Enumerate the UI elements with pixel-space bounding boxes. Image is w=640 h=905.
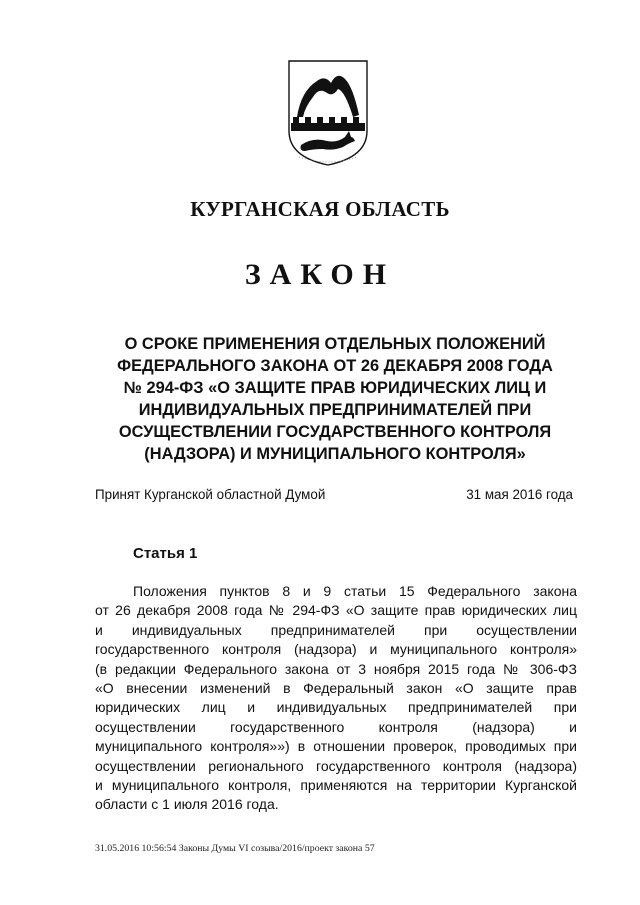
adopted-by: Принят Курганской областной Думой (95, 487, 326, 502)
article-body (95, 582, 577, 815)
article-heading: Статья 1 (133, 545, 198, 562)
body-line: муниципального контроля»») в отношении проверок, проводимых при (95, 738, 577, 755)
law-title-line: ИНДИВИДУАЛЬНЫХ ПРЕДПРИНИМАТЕЛЕЙ ПРИ (138, 401, 532, 419)
adoption-date: 31 мая 2016 года (466, 487, 573, 502)
body-line: и муниципального контроля, применяются на территории Курганской (95, 777, 577, 794)
law-title-line: ФЕДЕРАЛЬНОГО ЗАКОНА ОТ 26 ДЕКАБРЯ 2008 ГОДА (117, 357, 553, 375)
body-line: области с 1 июля 2016 года. (95, 796, 279, 813)
law-title-line: (НАДЗОРА) И МУНИЦИПАЛЬНОГО КОНТРОЛЯ» (144, 445, 526, 463)
body-line: государственного контроля (надзора) и муниципального контроля» (95, 641, 577, 658)
body-line: (в редакции Федерального закона от 3 ноября 2015 года № 306-ФЗ (95, 660, 577, 677)
coat-of-arms-icon (283, 57, 373, 169)
region-name: КУРГАНСКАЯ ОБЛАСТЬ (190, 197, 450, 221)
body-line: осуществлении регионального государственного контроля (надзора) (95, 757, 577, 774)
document-type: ЗАКОН (244, 258, 396, 291)
adoption-line (95, 487, 575, 502)
body-line: «О внесении изменений в Федеральный закон «О защите прав (95, 680, 577, 697)
law-title-line: № 294-ФЗ «О ЗАЩИТЕ ПРАВ ЮРИДИЧЕСКИХ ЛИЦ И (123, 379, 547, 397)
law-title-line: ОСУЩЕСТВЛЕНИИ ГОСУДАРСТВЕННОГО КОНТРОЛЯ (118, 423, 552, 441)
body-line: Положения пунктов 8 и 9 статьи 15 Федерального закона (133, 583, 577, 599)
footer-stamp: 31.05.2016 10:56:54 Законы Думы VI созыва/2016/проект закона 57 (95, 843, 375, 854)
body-line: юридических лиц и индивидуальных предпринимателей при (95, 699, 577, 716)
body-line: от 26 декабря 2008 года № 294-ФЗ «О защите прав юридических лиц (95, 602, 577, 619)
law-title (100, 333, 570, 465)
law-title-line: О СРОКЕ ПРИМЕНЕНИЯ ОТДЕЛЬНЫХ ПОЛОЖЕНИЙ (124, 335, 546, 353)
body-line: и индивидуальных предпринимателей при осуществлении (95, 621, 577, 638)
body-line: осуществлении государственного контроля (надзора) и (95, 718, 577, 735)
